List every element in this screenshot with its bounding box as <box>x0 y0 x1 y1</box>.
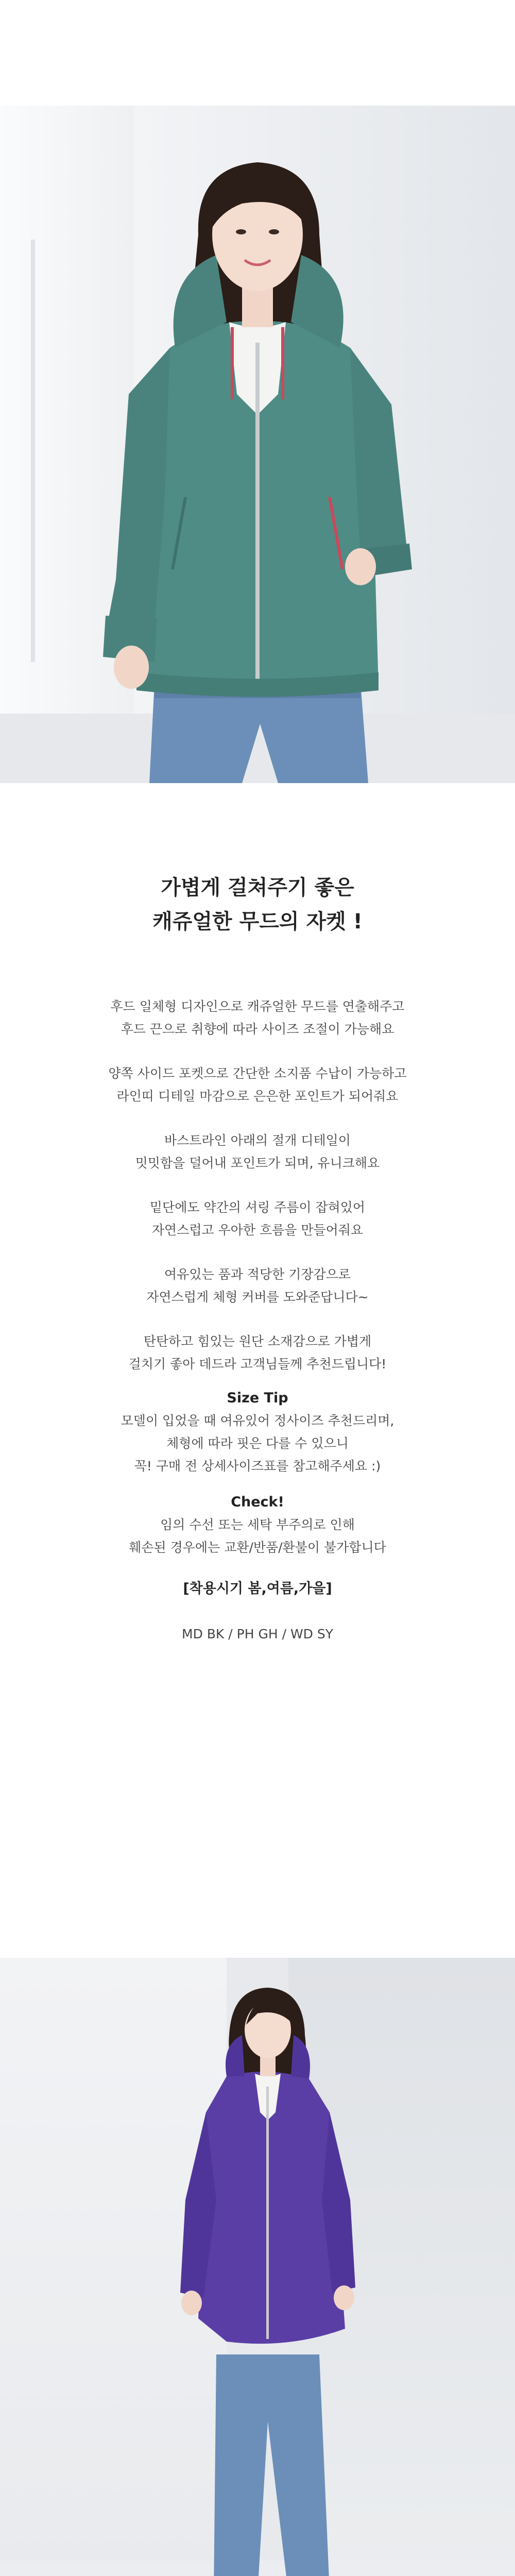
headline-line1: 가볍게 걸쳐주기 좋은 <box>161 876 354 900</box>
para-2-line2: 라인띠 디테일 마감으로 은은한 포인트가 되어줘요 <box>116 1089 399 1104</box>
size-tip-line1: 모델이 입었을 때 여유있어 정사이즈 추천드리며, <box>121 1413 394 1428</box>
product-photo-teal <box>0 106 515 783</box>
para-1-line1: 후드 일체형 디자인으로 캐쥬얼한 무드를 연출해주고 <box>110 999 405 1014</box>
season-label: [착용시기 봄,여름,가을] <box>183 1581 332 1597</box>
para-2-line1: 양쪽 사이드 포켓으로 간단한 소지품 수납이 가능하고 <box>108 1066 407 1081</box>
model-figure-teal <box>0 106 515 783</box>
para-3-line1: 바스트라인 아래의 절개 디테일이 <box>164 1133 351 1148</box>
check-line1: 임의 수선 또는 세탁 부주의로 인해 <box>160 1517 355 1532</box>
color-options: MD BK / PH GH / WD SY <box>182 1626 333 1641</box>
para-4-line2: 자연스럽고 우아한 흐름을 만들어줘요 <box>151 1223 364 1238</box>
size-tip-line2: 체형에 따라 핏은 다를 수 있으니 <box>166 1436 349 1451</box>
para-3-line2: 밋밋함을 덜어내 포인트가 되며, 유니크해요 <box>135 1156 380 1171</box>
para-5-line1: 여유있는 품과 적당한 기장감으로 <box>164 1267 351 1282</box>
check-title: Check! <box>231 1494 284 1510</box>
headline-line2: 캐쥬얼한 무드의 자켓 ! <box>152 910 363 934</box>
size-tip-line3: 꼭! 구매 전 상세사이즈표를 참고해주세요 :) <box>134 1459 381 1473</box>
product-photo-purple <box>0 1958 515 2576</box>
para-6-line2: 걸치기 좋아 데드라 고객님들께 추천드립니다! <box>128 1357 387 1371</box>
model-figure-purple <box>0 1958 515 2576</box>
product-description <box>0 871 515 1646</box>
size-tip-title: Size Tip <box>227 1390 288 1406</box>
para-4-line1: 밑단에도 약간의 셔링 주름이 잡혀있어 <box>149 1200 366 1215</box>
para-5-line2: 자연스럽게 체형 커버를 도와준답니다~ <box>146 1290 369 1304</box>
para-1-line2: 후드 끈으로 취향에 따라 사이즈 조절이 가능해요 <box>121 1022 394 1037</box>
para-6-line1: 탄탄하고 힘있는 원단 소재감으로 가볍게 <box>143 1334 372 1349</box>
check-line2: 훼손된 경우에는 교환/반품/환불이 불가합니다 <box>129 1540 386 1555</box>
